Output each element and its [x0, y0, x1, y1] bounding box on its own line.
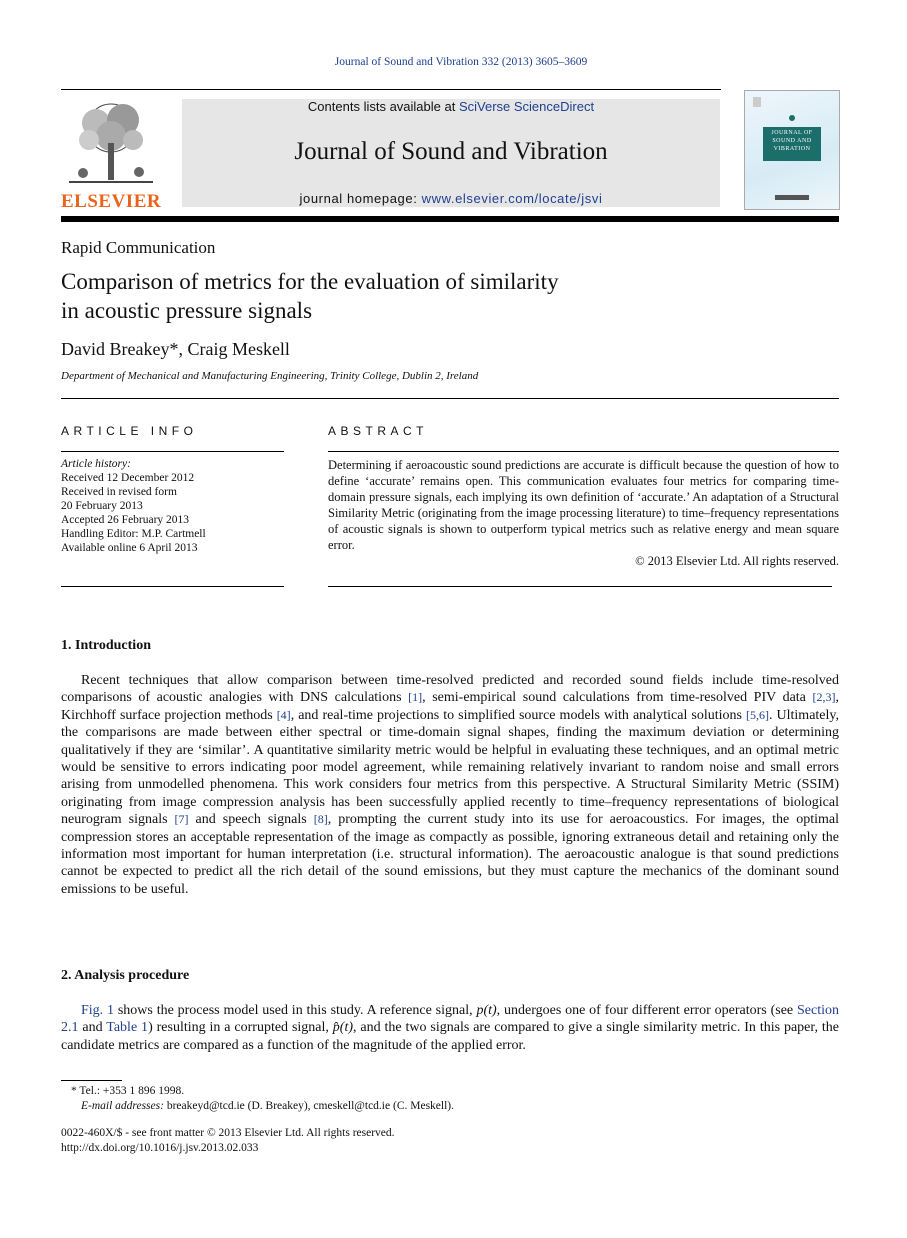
- homepage-line: [182, 191, 720, 206]
- analysis-text: ) resulting in a corrupted signal,: [148, 1020, 333, 1036]
- section-link[interactable]: Section 2.1: [61, 1003, 839, 1036]
- abstract-heading: ABSTRACT: [328, 424, 429, 438]
- history-line: Accepted 26 February 2013: [61, 514, 190, 526]
- history-line: Available online 6 April 2013: [61, 542, 198, 554]
- section-heading-introduction: 1. Introduction: [61, 638, 151, 653]
- abstract-body: [328, 457, 839, 569]
- analysis-text: , undergoes one of four different error operators (see: [496, 1003, 797, 1018]
- math-variable: p̂(t): [332, 1020, 354, 1036]
- article-info-rule-top: [61, 451, 284, 452]
- introduction-paragraph: [61, 672, 839, 898]
- email-label: E-mail addresses:: [81, 1100, 164, 1112]
- abstract-rule-bottom: [328, 586, 832, 587]
- authors: David Breakey*, Craig Meskell: [61, 339, 290, 359]
- intro-text: , semi-empirical sound calculations from time-resolved PIV data: [422, 690, 813, 706]
- history-line: Received in revised form: [61, 486, 177, 498]
- citation-link[interactable]: [5,6]: [746, 707, 769, 722]
- email-addresses[interactable]: breakeyd@tcd.ie (D. Breakey), cmeskell@tcd.ie (C. Meskell).: [163, 1100, 454, 1112]
- intro-text: and speech signals: [188, 812, 314, 828]
- cover-logo: [753, 97, 761, 107]
- footnote-rule: [61, 1080, 122, 1081]
- issn-line: 0022-460X/$ - see front matter © 2013 Elsevier Ltd. All rights reserved.: [61, 1127, 395, 1139]
- abstract-copyright: © 2013 Elsevier Ltd. All rights reserved.: [635, 554, 839, 568]
- intro-text: , Kirchhoff surface projection methods: [61, 690, 839, 723]
- title-line-2: in acoustic pressure signals: [61, 298, 313, 323]
- journal-citation-header[interactable]: Journal of Sound and Vibration 332 (2013) 3605–3609: [334, 56, 588, 68]
- contents-line: [182, 99, 720, 114]
- doi-link[interactable]: http://dx.doi.org/10.1016/j.jsv.2013.02.033: [61, 1142, 259, 1154]
- affiliation: Department of Mechanical and Manufacturing Engineering, Trinity College, Dublin 2, Ireland: [61, 370, 479, 382]
- history-line: Received 12 December 2012: [61, 472, 195, 484]
- analysis-text: shows the process model used in this study. A reference signal,: [114, 1003, 477, 1018]
- intro-text: . Ultimately, the comparisons are made between either spectral or time-domain signal shapes, finding the maximum deviation or determining qualitatively if they are ‘similar’. A quantitative similarity metric would be helpful in evaluating these techniques, and an optimal metric would be sensitive to errors indicating poor model agreement, while remaining relatively invariant to random noise and small errors arising from unmodelled phenomena. This work considers four metrics from this perspective. A Structural Similarity Metric (SSIM) originating from image compression analysis has been successfully applied recently to time–frequency representations of biological neurogram signals: [61, 707, 839, 828]
- title-divider: [61, 398, 839, 399]
- citation-link[interactable]: [8]: [313, 812, 328, 827]
- citation-link[interactable]: [1]: [408, 690, 423, 705]
- contents-prefix: Contents lists available at: [307, 99, 459, 114]
- history-line: 20 February 2013: [61, 500, 143, 512]
- footnote-email: [61, 1099, 454, 1114]
- citation-link[interactable]: [4]: [276, 707, 291, 722]
- article-info-rule-bottom: [61, 586, 284, 587]
- footnote-tel: * Tel.: +353 1 896 1998.: [71, 1085, 185, 1097]
- section-heading-analysis: 2. Analysis procedure: [61, 968, 190, 983]
- intro-text: Recent techniques that allow comparison between time-resolved predicted and recorded sound fields include time-resolved comparisons of acoustic analogies with DNS calculations: [61, 673, 839, 706]
- cover-dot-icon: [789, 115, 795, 121]
- cover-footer-mark: [775, 195, 809, 200]
- homepage-prefix: journal homepage:: [299, 191, 422, 206]
- analysis-text: , and the two signals are compared to give a single similarity metric. In this paper, the candidate metrics are compared as a function of the magnitude of the applied error.: [61, 1020, 839, 1053]
- citation-link[interactable]: [7]: [174, 812, 189, 827]
- math-variable: p(t): [476, 1003, 497, 1018]
- article-type: Rapid Communication: [61, 238, 216, 257]
- journal-cover-thumbnail: [744, 90, 840, 210]
- cover-title: JOURNAL OF SOUND AND VIBRATION: [763, 127, 821, 161]
- table-link[interactable]: Table 1: [106, 1020, 149, 1036]
- article-info-heading: ARTICLE INFO: [61, 424, 198, 438]
- masthead-bottom-rule: [61, 216, 839, 222]
- abstract-text: Determining if aeroacoustic sound predictions are accurate is difficult because the question of how to define ‘accurate’ remains open. This communication evaluates four metrics for comparing time-domain pressure signals, each implying its own definition of ‘accurate.’ An adaptation of a Structural Similarity Metric (originating from the image processing literature) to time–frequency representations of acoustic signals is shown to outperform typical metrics such as relative energy and mean square error.: [328, 458, 839, 552]
- journal-title: Journal of Sound and Vibration: [294, 138, 608, 165]
- masthead-top-rule: [61, 89, 721, 90]
- history-label: Article history:: [61, 458, 131, 470]
- abstract-rule-top: [328, 451, 839, 452]
- intro-text: , and real-time projections to simplified source models with analytical solutions: [290, 707, 746, 723]
- citation-link[interactable]: [2,3]: [812, 690, 836, 705]
- analysis-paragraph: [61, 1002, 839, 1054]
- figure-link[interactable]: Fig. 1: [81, 1003, 115, 1018]
- homepage-link[interactable]: www.elsevier.com/locate/jsvi: [421, 191, 603, 206]
- page-title: [61, 267, 761, 325]
- sciencedirect-link[interactable]: SciVerse ScienceDirect: [458, 99, 595, 114]
- article-history: [61, 457, 284, 555]
- elsevier-wordmark: ELSEVIER: [61, 191, 162, 212]
- intro-text: , prompting the current study into its use for aeroacoustics. For images, the optimal compression stores an acceptable representation of the image as compactly as possible, ignoring extraneous detail and retaining only the information most important for human interpretation (i.e. structural information). The aeroacoustic analogue is that sound predictions cannot be expected to predict all the rich detail of the sound emissions, but they must capture the mechanics of the dominant sound emissions to be useful.: [61, 812, 839, 897]
- analysis-text: and: [78, 1020, 107, 1036]
- history-line: Handling Editor: M.P. Cartmell: [61, 528, 206, 540]
- title-line-1: Comparison of metrics for the evaluation of similarity: [61, 269, 559, 294]
